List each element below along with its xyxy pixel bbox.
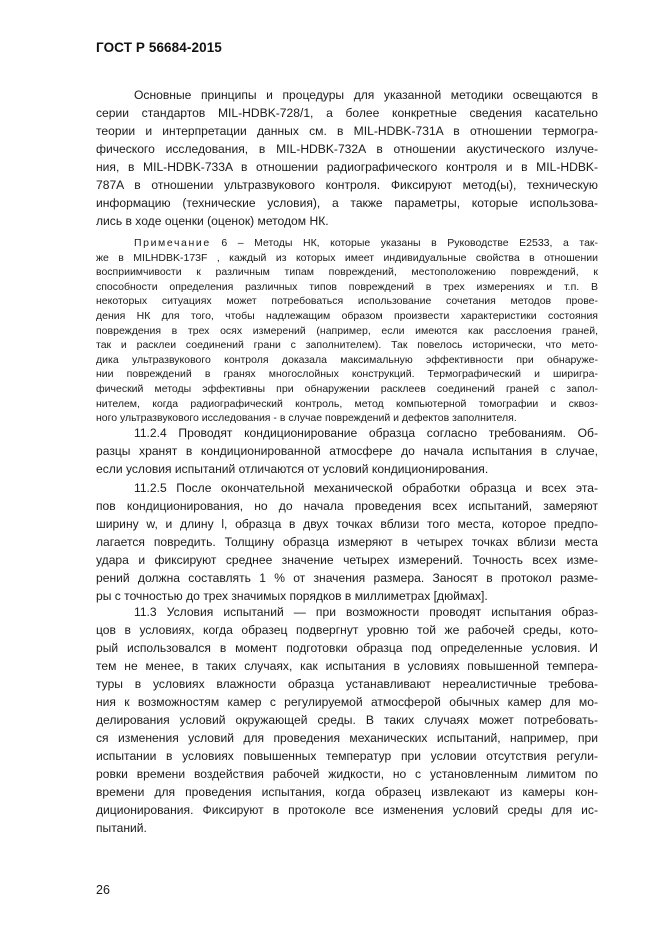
note-line: ного ультразвукового исследования - в случае повреждений и дефектов заполнителя. <box>96 412 517 425</box>
text-line: 11.2.4 Проводят кондиционирование образца согласно требованиям. Об- <box>134 426 598 440</box>
section-11-2-5 <box>96 479 598 605</box>
note-line: так и расклеи соединений грани с заполнителем). Так повелось исторически, что мето- <box>96 339 598 352</box>
text-line: пытаний. <box>96 821 147 835</box>
page-number: 26 <box>96 883 110 897</box>
text-line: если условия испытаний отличаются от условий кондиционирования. <box>96 462 489 476</box>
note-line: нителем, когда радиографический контроль, метод компьютерной томографии и сквоз- <box>96 397 598 410</box>
note-line: повреждения в трех осях измерений (например, если имеются как расслоения граней, <box>96 324 598 337</box>
text-line: тем не менее, в таких случаях, как испытания в условиях повышенной темпера- <box>96 659 598 673</box>
text-line: рый использовался в момент подготовки образца под определенные условия. И <box>96 641 598 655</box>
text-line: информацию (технические условия), а также параметры, которые использова- <box>96 196 598 210</box>
note-line: способности определения различных типов повреждений в трех измерениях и т.п. В <box>96 280 598 293</box>
section-11-3 <box>96 603 598 837</box>
text-line: ся изменения условий для проведения механических испытаний, например, при <box>96 731 598 745</box>
text-line: ры с точностью до трех значимых порядков в миллиметрах [дюймах]. <box>96 589 488 603</box>
text-line: 787A в отношении ультразвукового контроля. Фиксируют метод(ы), техническую <box>96 178 598 192</box>
text-line: лагается повредить. Толщину образца измеряют в четырех точках вблизи места <box>96 535 598 549</box>
note-line: дика ультразвукового контроля доказала максимальную эффективности при обнаруже- <box>96 353 598 366</box>
note-line: восприимчивости к различным типам повреждений, местоположению повреждений, к <box>96 266 598 279</box>
note-6 <box>96 236 598 426</box>
text-line: лись в ходе оценки (оценок) методом НК. <box>96 214 329 228</box>
text-line: цов в условиях, когда образец подвергнут уровню той же рабочей среды, кото- <box>96 623 598 637</box>
note-line: же в MILHDBK-173F , каждый из которых имеет индивидуальные свойства в отношении <box>96 251 598 264</box>
text-line: времени для проведения испытания, когда образец извлекают из камеры кон- <box>96 785 598 799</box>
paragraph-principles <box>96 86 598 230</box>
note-label: Примечание <box>134 237 211 249</box>
note-line: некоторых ситуациях может потребоваться использование сочетания методов прове- <box>96 295 598 308</box>
section-11-2-4 <box>96 424 598 478</box>
text-line: серии стандартов MIL-HDBK-728/1, а более конкретные сведения касательно <box>96 106 598 120</box>
text-line: ширину w, и длину l, образца в двух точках вблизи того места, которое предпо- <box>96 517 598 531</box>
text-line: пов кондиционирования, но до начала проведения всех испытаний, замеряют <box>96 499 598 513</box>
text-line: туры в условиях влажности образца устанавливают нереалистичные требова- <box>96 677 598 691</box>
text-line: диционирования. Фиксируют в протоколе все изменения условий среды для ис- <box>96 803 598 817</box>
text-line: рений должна составлять 1 % от значения размера. Заносят в протокол разме- <box>96 571 598 585</box>
text-line: ния к возможностям камер с регулируемой атмосферой обычных камер для мо- <box>96 695 598 709</box>
text-line: 11.3 Условия испытаний — при возможности проводят испытания образ- <box>134 605 598 619</box>
text-line: фического исследования, в MIL-HDBK-732A в отношении акустического излуче- <box>96 142 598 156</box>
note-line: дения НК для того, чтобы надлежащим образом произвести характеристики состояния <box>96 309 598 322</box>
text-line: разцы хранят в кондиционированной атмосфере до начала испытания в случае, <box>96 444 598 458</box>
note-line: нии повреждений в гранях многослойных конструкций. Термографический и ширигра- <box>96 368 598 381</box>
text-line: 11.2.5 После окончательной механической обработки образца и всех эта- <box>134 481 598 495</box>
text-line: испытании в условиях повышенных температур при условии отсутствия регули- <box>96 749 598 763</box>
note-text: 6 – Методы НК, которые указаны в Руководстве Е2533, а так- <box>210 237 598 249</box>
text-line: ния, в MIL-HDBK-733A в отношении радиографического контроля и в MIL-HDBK- <box>96 160 598 174</box>
text-line: Основные принципы и процедуры для указанной методики освещаются в <box>134 88 598 102</box>
text-line: ровки времени воздействия рабочей жидкости, но с установленным лимитом по <box>96 767 598 781</box>
text-line: теории и интерпретации данных см. в MIL-HDBK-731A в отношении термогра- <box>96 124 598 138</box>
page-header-title: ГОСТ Р 56684-2015 <box>96 40 222 55</box>
note-first-line <box>96 236 598 251</box>
text-line: удара и фиксируют среднее значение четырех измерений. Точность всех изме- <box>96 553 598 567</box>
text-line: делирования условий окружающей среды. В таких случаях может потребовать- <box>96 713 598 727</box>
note-line: фический методы эффективны при обнаружении расклеев соединений граней с запол- <box>96 382 598 395</box>
